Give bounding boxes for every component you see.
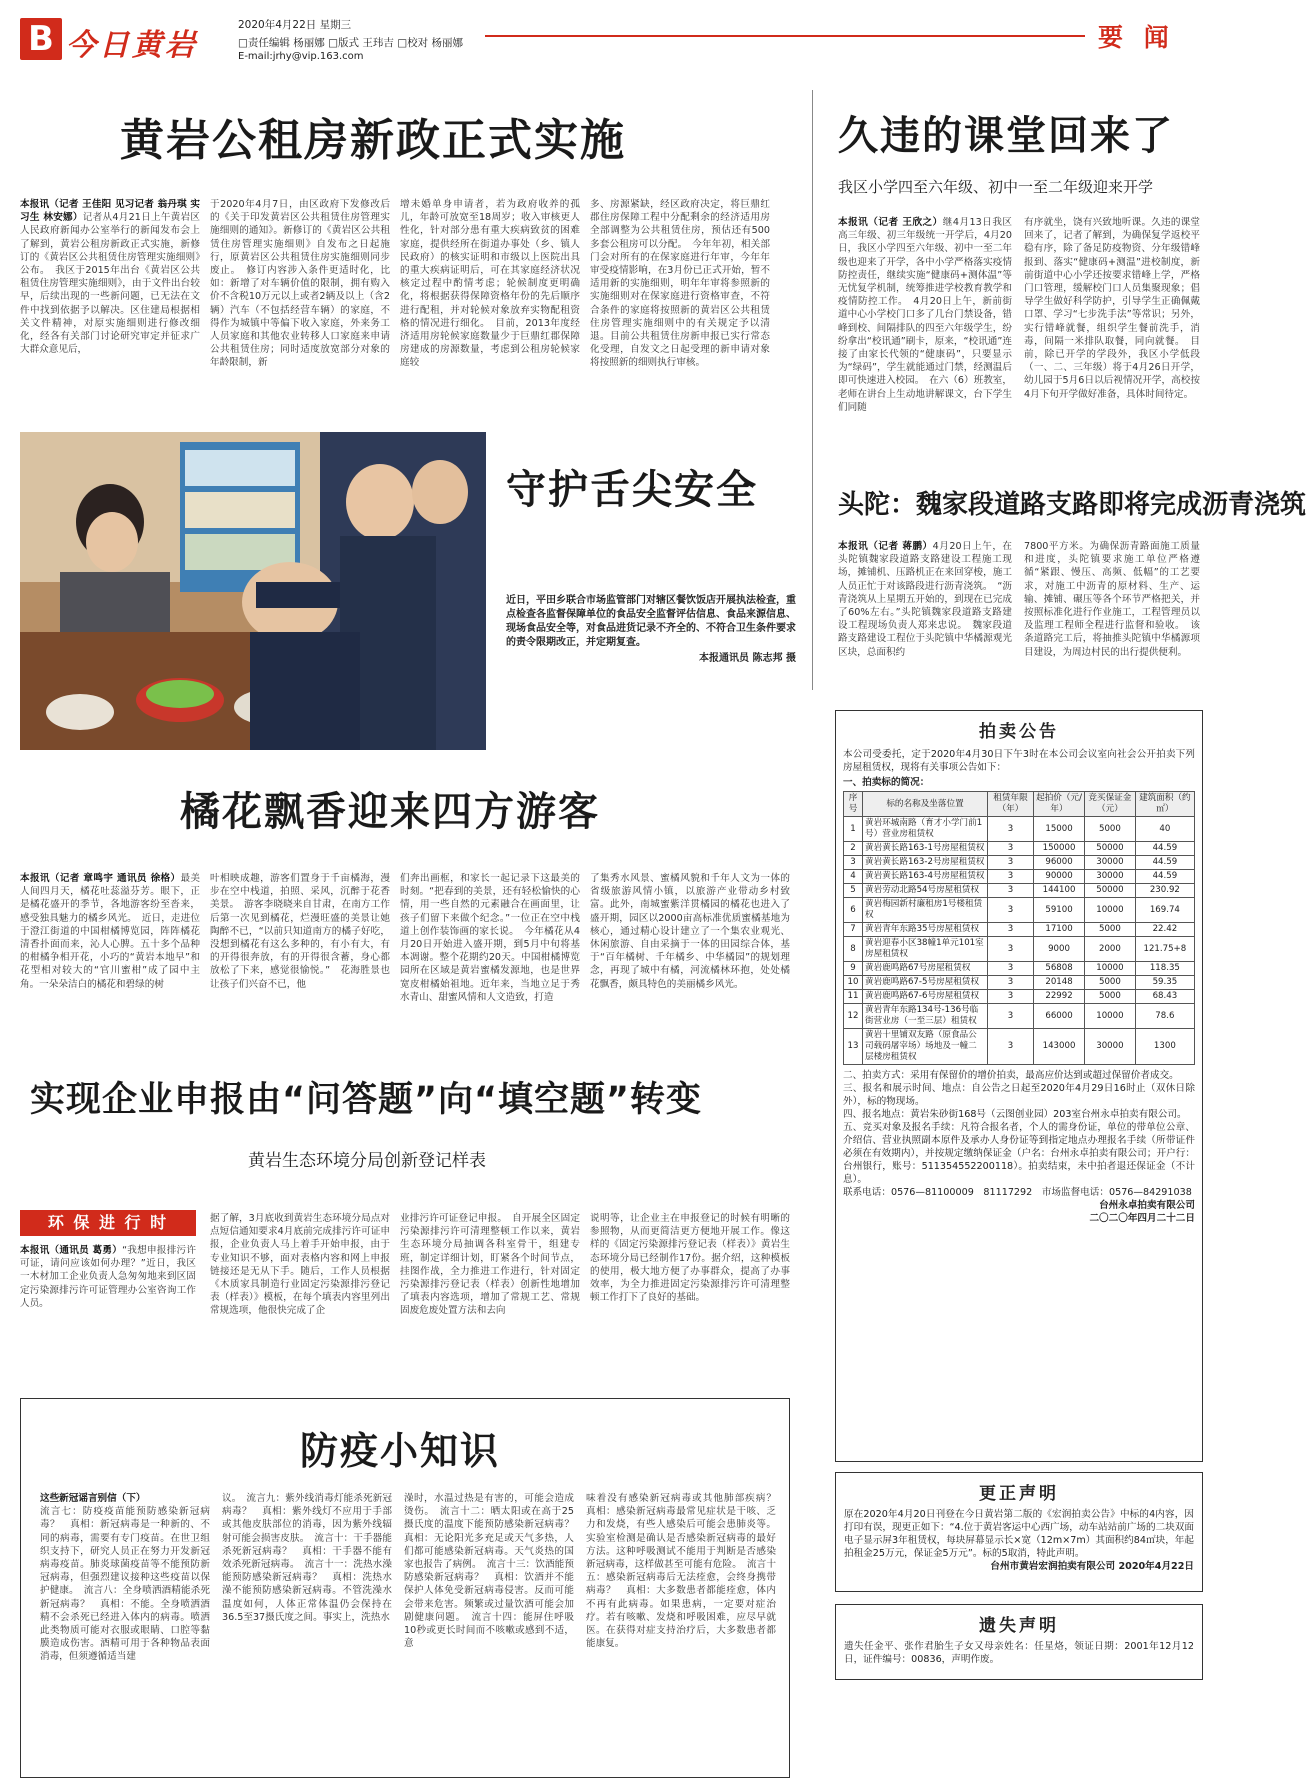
auction-company: 台州永卓拍卖有限公司 — [1099, 1200, 1195, 1211]
row-index: 1 — [844, 817, 863, 842]
row-area: 44.59 — [1135, 870, 1194, 884]
a4-byline: 本报讯（记者 蒋鹏） — [838, 541, 933, 552]
row-term: 3 — [988, 976, 1034, 990]
row-area: 40 — [1135, 817, 1194, 842]
row-index: 10 — [844, 976, 863, 990]
headline-enterprise-declaration: 实现企业申报由“问答题”向“填空题”转变 — [30, 1080, 703, 1120]
auction-section-4: 四、报名地点：黄岩朱砂街168号（云图创业园）203室台州永卓拍卖有限公司。 — [843, 1109, 1187, 1120]
headline-public-rental: 黄岩公租房新政正式实施 — [120, 115, 626, 166]
headline-epidemic-tips: 防疫小知识 — [300, 1429, 501, 1473]
row-start-price: 20148 — [1033, 976, 1084, 990]
a2-byline: 本报讯（记者 王欣之） — [838, 217, 943, 228]
headline-food-safety: 守护舌尖安全 — [506, 467, 758, 513]
row-start-price: 15000 — [1033, 817, 1084, 842]
auction-table-header — [844, 792, 1195, 817]
row-index: 2 — [844, 842, 863, 856]
lost-notice-box — [835, 1604, 1203, 1680]
a5-column-2: 叶相映成趣，游客们置身于千亩橘海，漫步在空中栈道，拍照、采风，沉醉于花香美景。 游客李晓晓来自甘肃，在南方工作后第一次见到橘花，烂漫旺盛的美景让她陶醉不已，“以前只知道南方的橘子好吃，没想到橘花有这么多种的，有小有大，有的开得很奔放，有的开得很含蓄，身心都放松了下来，感觉很愉悦。” 花海胜景也让孩子们兴奋不已，他 — [210, 873, 390, 990]
row-index: 4 — [844, 870, 863, 884]
row-index: 7 — [844, 923, 863, 937]
auction-table — [843, 791, 1195, 1065]
auction-table-row — [844, 870, 1195, 884]
row-name: 黄岩十里铺双友路（原食品公司载码屠宰场）场地及一幢二层楼房租赁权 — [863, 1029, 988, 1065]
correction-title: 更正声明 — [979, 1484, 1059, 1504]
header-deposit: 竞买保证金（元） — [1085, 792, 1136, 817]
auction-table-row — [844, 962, 1195, 976]
row-name: 黄岩鹿鸣路67号房屋租赁权 — [863, 962, 988, 976]
a7-column-2: 议。 流言九：紫外线消毒灯能杀死新冠病毒？ 真相：紫外线灯不应用于手部或其他皮肤部位的消毒，因为紫外线辐射可能会损害皮肤。 流言十：干手器能杀死新冠病毒？ 真相：干手器不能有效杀死新冠病毒。 流言十一：洗热水澡能预防感染新冠病毒？ 真相：洗热水澡不能预防感染新冠病毒。不管洗澡水温度如何，人体正常体温仍会保持在36.5至37摄氏度之间。事实上，洗热水 — [222, 1493, 392, 1623]
row-area: 118.35 — [1135, 962, 1194, 976]
auction-notice-box — [835, 710, 1203, 1462]
auction-date: 二〇二〇年四月二十二日 — [1089, 1213, 1195, 1224]
row-term: 3 — [988, 990, 1034, 1004]
auction-table-row — [844, 923, 1195, 937]
row-deposit: 5000 — [1085, 923, 1136, 937]
section-letter-badge: B — [20, 18, 62, 60]
row-area: 22.42 — [1135, 923, 1194, 937]
auction-table-row — [844, 990, 1195, 1004]
staff-line: □责任编辑 杨丽娜 □版式 王玮吉 □校对 杨丽娜 — [238, 37, 463, 49]
auction-title: 拍卖公告 — [979, 722, 1059, 742]
row-name: 黄岩迎春小区38幢1单元101室房屋租赁权 — [863, 937, 988, 962]
row-start-price: 150000 — [1033, 842, 1084, 856]
row-start-price: 22992 — [1033, 990, 1084, 1004]
a6-column-4: 说明等，让企业主在申报登记的时候有明晰的参照物，从而更简洁更方便地开展工作。像这样的《固定污染源排污登记表（样表）》黄岩生态环境分局已经制作17份。据介绍，这种模板的使用，极大地方便了办事群众，提高了办事效率，为全力推进固定污染源排污许可清理整顿工作打下了良好的基础。 — [590, 1213, 790, 1304]
auction-table-row — [844, 817, 1195, 842]
row-index: 11 — [844, 990, 863, 1004]
auction-table-row — [844, 976, 1195, 990]
row-area: 44.59 — [1135, 856, 1194, 870]
headline-orange-blossom: 橘花飘香迎来四方游客 — [180, 789, 600, 835]
row-term: 3 — [988, 817, 1034, 842]
auction-section-5: 五、竞买对象及报名手续：凡符合报名者，个人的需身份证，单位的带单位公章、介绍信、营业执照副本原件及承办人身份证等到指定地点办理报名手续（所带证件必须在有效期内），并按规定缴纳保证金（户名：台州永卓拍卖有限公司；开户行：台州银行，账号：511354552200118）。拍卖结束，未中拍者退还保证金（不计息）。 — [843, 1122, 1195, 1185]
row-deposit: 5000 — [1085, 817, 1136, 842]
row-deposit: 10000 — [1085, 962, 1136, 976]
row-term: 3 — [988, 923, 1034, 937]
row-deposit: 30000 — [1085, 856, 1136, 870]
photo-caption: 近日，平田乡联合市场监管部门对辖区餐饮饭店开展执法检查，重点检查各监督保障单位的食品安全监督评估信息、食品来源信息、现场食品安全等，对食品进货记录不齐全的、不符合卫生条件要求的责令限期改正，并定期复查。 本报通讯员 陈志邦 摄 — [506, 595, 796, 664]
row-area: 121.75+8 — [1135, 937, 1194, 962]
headline-classroom-back: 久违的课堂回来了 — [838, 113, 1174, 159]
row-name: 黄岩青年东路134号-136号临街营业房（一至三层）租赁权 — [863, 1004, 988, 1029]
auction-table-row — [844, 856, 1195, 870]
row-area: 68.43 — [1135, 990, 1194, 1004]
section-title: 要 闻 — [1098, 23, 1175, 52]
correction-notice-box — [835, 1472, 1203, 1592]
photo-credit: 本报通讯员 陈志邦 摄 — [699, 653, 796, 664]
auction-contact: 联系电话：0576—81100009 81117292 市场监督电话：0576—84291038 — [843, 1187, 1192, 1198]
a2-subtitle: 我区小学四至六年级、初中一至二年级迎来开学 — [838, 178, 1154, 196]
row-term: 3 — [988, 898, 1034, 923]
auction-intro: 本公司受委托，定于2020年4月30日下午3时在本公司会议室向社会公开拍卖下列房屋租赁权，现将有关事项公告如下： — [843, 749, 1195, 773]
row-term: 3 — [988, 937, 1034, 962]
date-line: 2020年4月22日 星期三 — [238, 19, 352, 31]
row-area: 230.92 — [1135, 884, 1194, 898]
row-name: 黄岩黄长路163-4号房屋租赁权 — [863, 870, 988, 884]
row-start-price: 59100 — [1033, 898, 1084, 923]
row-deposit: 2000 — [1085, 937, 1136, 962]
a7-column-3: 澡时，水温过热是有害的，可能会造成烫伤。 流言十二：晒太阳或在高于25摄氏度的温度下能预防感染新冠病毒？ 真相：无论阳光多充足或天气多热，人们都可能感染新冠病毒。天气炎热的国家也报告了病例。 流言十三：饮酒能预防感染新冠病毒？ 真相：饮酒并不能保护人体免受新冠病毒侵害。反而可能会带来危害。频繁或过量饮酒可能会加剧健康问题。 流言十四：能屏住呼吸10秒或更长时间而不咳嗽或感到不适，意 — [404, 1493, 584, 1650]
header-area: 建筑面积（约㎡） — [1135, 792, 1194, 817]
a1-byline: 本报讯（记者 王佳阳 见习记者 翁丹琪 实习生 林安娜） — [20, 199, 200, 224]
a7-column-4: 味着没有感染新冠病毒或其他肺部疾病？ 真相：感染新冠病毒最常见症状是干咳、乏力和发烧，有些人感染后可能会患肺炎等。实验室检测是确认是否感染新冠病毒的最好方法。这种呼吸测试不能用于判断是否感染新冠病毒，这样做甚至可能有危险。 流言十五：感染新冠病毒后无法痊愈，会终身携带病毒？ 真相：大多数患者都能痊愈，体内不再有此病毒。如果患病，一定要对症治疗。若有咳嗽、发烧和呼吸困难，应尽早就医。在获得对症支持治疗后，大多数患者都能康复。 — [586, 1493, 786, 1650]
row-index: 3 — [844, 856, 863, 870]
row-index: 5 — [844, 884, 863, 898]
row-index: 8 — [844, 937, 863, 962]
row-index: 9 — [844, 962, 863, 976]
a4-column-2: 7800平方米。为确保沥青路面施工质量和进度，头陀镇要求施工单位严格遵循“紧跟、慢压、高频、低幅”的工艺要求，对施工中沥青的原材料、生产、运输、摊铺、碾压等各个环节严格把关，并按照标准化进行作业施工，工程管理员以及监理工程师全程进行监督和验收。 该条道路完工后，将抽推头陀镇中华橘源项目建设，为周边村民的出行提供便利。 — [1024, 541, 1200, 658]
a1-column-2: 于2020年4月7日，由区政府下发修改后的《关于印发黄岩区公共租赁住房管理实施细则的通知》。新修订的《黄岩区公共租赁住房管理实施细则》自发布之日起施行，原黄岩区公共租赁住房实施细则同步废止。 修订内容涉入条件更适时化，比如：新增了对车辆价值的限制，拥有购入价不含税10万元以上或者2辆及以上（含2辆）汽车（不包括经营车辆）的家庭，不得作为城镇中等偏下收入家庭，外来务工人员家庭和其他农业转移人口家庭来申请公共租赁住房；同时适度放宽部分对象的年龄限制，新 — [210, 199, 390, 369]
auction-table-row — [844, 842, 1195, 856]
row-deposit: 30000 — [1085, 870, 1136, 884]
a2-column-1: 本报讯（记者 王欣之）继4月13日我区高三年级、初三年级统一开学后，4月20日，我区小学四至六年级、初中一至二年级也迎来了开学，各中小学严格落实疫情防控责任，继续实施“健康码+测体温”等无忧复学机制，统筹推进学校教育教学和疫情防控工作。 4月20日上午，新前街道中心小学校门口多了几台门禁设备，错峰到校、间隔排队的四至六年级学生，纷纷拿出“校讯通”刷卡，原来，“校讯通”连接了由家长代领的“健康码”，只要显示为“绿码”，学生就能通过门禁，经测温后即可快速进入校园。 在六（6）班教室，老师在讲台上生动地讲解课文，台下学生们同随 — [838, 217, 1013, 413]
masthead-rule — [485, 35, 1085, 37]
row-term: 3 — [988, 856, 1034, 870]
a5-column-4: 了集秀水风景、蜜橘风貌和千年人文为一体的省级旅游风情小镇，以旅游产业带动乡村致富。此外，南城蜜紫洋贯橘园的橘花也进入了盛开期，园区以2000亩高标准优质蜜橘基地为核心，通过精心设计建立了一个集农业观光、休闲旅游、自由采摘于一体的田园综合体，基于“百年橘树、千年橘乡、中华橘园”的规划理念，再现了城中有橘，河流橘林环抱，处处橘花飘香，颇具特色的美丽橘乡风光。 — [590, 873, 790, 990]
row-deposit: 10000 — [1085, 1004, 1136, 1029]
a5-byline: 本报讯（记者 章鸣宇 通讯员 徐格） — [20, 873, 181, 884]
row-name: 黄岩梅园新村廉租房1号楼租赁权 — [863, 898, 988, 923]
row-start-price: 66000 — [1033, 1004, 1084, 1029]
correction-body: 原在2020年4月20日刊登在今日黄岩第二版的《宏润拍卖公告》中标的4内容，因打印有误，现更正如下：“4.位于黄岩客运中心西广场，动车站站前广场的二块双面电子显示屏3年租赁权，每块屏幕显示长×宽（12m×7m）其面积约84㎡块，年起拍租金25万元，保证金5万元”。标的5取消，特此声明。 — [844, 1509, 1194, 1559]
paper-name-logo: 今日黄岩 — [66, 28, 198, 63]
row-deposit: 5000 — [1085, 990, 1136, 1004]
header-index: 序号 — [844, 792, 863, 817]
row-index: 13 — [844, 1029, 863, 1065]
a4-column-1: 本报讯（记者 蒋鹏）4月20日上午，在头陀镇魏家段道路支路建设工程施工现场，摊铺机、压路机正在来回穿梭，施工人员正忙于对该路段进行沥青浇筑。 “沥青浇筑从上星期五开始的，到现在已完成了60%左右。”头陀镇魏家段道路支路建设工程现场负责人郑来忠说。 魏家段道路支路建设工程位于头陀镇中华橘源观光区块，总面积约 — [838, 541, 1013, 658]
row-area: 59.35 — [1135, 976, 1194, 990]
a5-column-1: 本报讯（记者 章鸣宇 通讯员 徐格）最美人间四月天，橘花吐蕊溢芬芳。眼下，正是橘花盛开的季节，各地游客纷至沓来，感受独具魅力的橘乡风光。 近日，走进位于澄江街道的中国柑橘博览园，阵阵橘花清香扑面而来，沁人心脾。五十多个品种的柑橘争相开花，小巧的“黄岩本地早”和花型相对较大的“官川蜜柑”成了园中主角。一朵朵洁白的橘花和碧绿的树 — [20, 873, 201, 990]
a2-column-2: 有序就坐，饶有兴致地听课。久违的课堂回来了，记者了解到，为确保复学返校平稳有序，除了备足防疫物资、分年级错峰报到、落实“健康码+测温”进校制度，新前街道中心小学还按要求错峰上学，严格门口管理，缓解校门口人员集聚现象；倡导学生做好科学防护，引导学生正确佩戴口罩、学习“七步洗手法”等常识；另外，实行错峰就餐，组织学生餐前洗手，消毒，间隔一米排队取餐，同向就餐。 目前，除已开学的学段外，我区小学低段（一、二、三年级）将于4月26日开学，幼儿园于5月6日以后视情况开学，高校按4月下旬开学做好准备，具体时间待定。 — [1024, 217, 1200, 400]
row-deposit: 5000 — [1085, 976, 1136, 990]
a1-column-4: 多、房源紧缺，经区政府决定，将巨鼎红郡住房保障工程中分配剩余的经济适用房全部调整为公共租赁住房，预估还有500多套公租房可以分配。 今年年初，相关部门会对所有的在保家庭进行年审，今年年审受疫情影响，在3月份已正式开始，暂不适用新的实施细则，明年年审将参照新的实施细则对在保家庭进行资格审查，不符合条件的家庭将按照新的黄岩区公共租赁住房管理实施细则中的有关规定予以清退。目前公共租赁住房新申报已实行常态化受理，自发文之日起受理的新申请对象将按照新的细则执行审核。 — [590, 199, 770, 369]
row-name: 黄岩环城南路（育才小学门前1号）营业房租赁权 — [863, 817, 988, 842]
row-start-price: 96000 — [1033, 856, 1084, 870]
a6-column-1: 本报讯（通讯员 葛勇）“我想申报排污许可证，请问应该如何办理？”近日，我区一木材加工企业负责人急匆匆地来到区固定污染源排污许可证管理办公室咨询工作人员。 — [20, 1245, 196, 1309]
auction-section-2: 二、拍卖方式：采用有保留价的增价拍卖，最高应价达到或超过保留价者成交。 — [843, 1070, 1179, 1081]
a7-subhead: 这些新冠谣言别信（下） — [40, 1493, 146, 1504]
row-name: 黄岩劳动北路54号房屋租赁权 — [863, 884, 988, 898]
a6-byline: 本报讯（通讯员 葛勇） — [20, 1245, 123, 1256]
row-area: 78.6 — [1135, 1004, 1194, 1029]
auction-table-row — [844, 937, 1195, 962]
row-deposit: 30000 — [1085, 1029, 1136, 1065]
a6-column-3: 业排污许可证登记申报。 自开展全区固定污染源排污许可清理整顿工作以来，黄岩生态环境分局抽调各科室骨干，组建专班，制定详细计划，盯紧各个时间节点，挂图作战，全力推进工作进行，针对固定污染源排污登记表（样表）创新性地增加了填表内容选项，增加了常规工艺、常规固废危废处置方法和去向 — [400, 1213, 580, 1317]
a7-column-1: 这些新冠谣言别信（下） 流言七：防疫疫苗能预防感染新冠病毒？ 真相：新冠病毒是一种新的、不同的病毒，需要有专门疫苗。在世卫组织支持下，研究人员正在努力开发新冠病毒疫苗。肺炎球菌疫苗等不能预防新冠病毒，但强烈建议接种这些疫苗以保护健康。 流言八：全身喷洒酒精能杀死新冠病毒？ 真相：不能。全身喷洒酒精不会杀死已经进入体内的病毒。喷洒此类物质可能对衣服或眼睛、口腔等黏膜造成伤害。酒精可用于各种物品表面消毒，但须遵循适当建 — [40, 1493, 210, 1663]
row-area: 169.74 — [1135, 898, 1194, 923]
row-term: 3 — [988, 842, 1034, 856]
row-term: 3 — [988, 1004, 1034, 1029]
row-index: 6 — [844, 898, 863, 923]
vertical-divider — [812, 90, 813, 690]
row-start-price: 144100 — [1033, 884, 1084, 898]
auction-table-row — [844, 884, 1195, 898]
auction-table-row — [844, 1029, 1195, 1065]
header-term: 租赁年限（年） — [988, 792, 1034, 817]
correction-signature: 台州市黄岩宏润拍卖有限公司 2020年4月22日 — [990, 1561, 1194, 1572]
a6-column-2: 据了解，3月底收到黄岩生态环境分局点对点短信通知要求4月底前完成排污许可证申报，企业负责人马上着手开始申报，由于专业知识不够，面对表格内容和网上申报链接还是无从下手。随后，工作人员根据《木质家具制造行业固定污染源排污登记表（样表）》模板，在每个填表内容里列出常规选项，他很快完成了企 — [210, 1213, 390, 1317]
row-term: 3 — [988, 962, 1034, 976]
row-start-price: 143000 — [1033, 1029, 1084, 1065]
auction-table-row — [844, 898, 1195, 923]
row-deposit: 10000 — [1085, 898, 1136, 923]
row-name: 黄岩青年东路35号房屋租赁权 — [863, 923, 988, 937]
row-term: 3 — [988, 1029, 1034, 1065]
a1-column-3: 增未婚单身申请者，若为政府收养的孤儿，年龄可放宽至18周岁；收入审核更人性化，针对部分患有重大疾病致贫的困难家庭，提供经所在街道办事处（乡、镇人民政府）的核实证明和市级以上医院出具的重大疾病证明后，可在其家庭经济状况核定过程中酌情考虑；轮候制度更明确化，将根据获得保障资格年份的先后顺序进行配租，并对轮候对象放弃实物配租资格的情况进行细化。 目前，2013年度经济适用房轮候家庭数量少于巨鼎红郡保障房建成的房源数量，考虑到公租房轮候家庭较 — [400, 199, 580, 369]
row-name: 黄岩鹿鸣路67-5号房屋租赁权 — [863, 976, 988, 990]
auction-section-1: 一、拍卖标的简况： — [843, 777, 930, 788]
headline-toutuo-road: 头陀：魏家段道路支路即将完成沥青浇筑 — [838, 490, 1306, 520]
auction-section-3: 三、报名和展示时间、地点：自公告之日起至2020年4月29日16时止（双休日除外），标的物现场。 — [843, 1083, 1195, 1107]
a5-column-3: 们奔出画框，和家长一起记录下这最美的时刻。“把春到的美景，还有轻松愉快的心情，用一些自然的元素融合在画面里，让孩子们留下来做个纪念。”一位正在空中栈道上创作装饰画的家长说。 今年橘花从4月20日开始进入盛开期，到5月中旬将基本凋谢。整个花期约20天。中国柑橘博览园所在区域是黄岩蜜橘发源地，也是世界宽皮柑橘始祖地。近年来，当地立足于秀水青山、甜蜜风情和人文造致，打造 — [400, 873, 580, 1003]
row-start-price: 56808 — [1033, 962, 1084, 976]
lost-body: 遗失任金平、张作君胎生子女又母亲姓名：任星烙，领证日期：2001年12月12日，证件编号：00836，声明作废。 — [844, 1641, 1194, 1665]
row-term: 3 — [988, 870, 1034, 884]
row-area: 1300 — [1135, 1029, 1194, 1065]
column-tag-env: 环 保 进 行 时 — [20, 1210, 196, 1236]
row-start-price: 9000 — [1033, 937, 1084, 962]
lost-title: 遗失声明 — [979, 1616, 1059, 1636]
food-safety-photo — [20, 432, 486, 750]
header-name: 标的名称及坐落位置 — [863, 792, 988, 817]
row-name: 黄岩黄长路163-1号房屋租赁权 — [863, 842, 988, 856]
header-start-price: 起拍价（元/年） — [1033, 792, 1084, 817]
row-area: 44.59 — [1135, 842, 1194, 856]
row-name: 黄岩鹿鸣路67-6号房屋租赁权 — [863, 990, 988, 1004]
row-name: 黄岩黄长路163-2号房屋租赁权 — [863, 856, 988, 870]
row-term: 3 — [988, 884, 1034, 898]
row-start-price: 17100 — [1033, 923, 1084, 937]
inspection-scene-illustration — [20, 432, 486, 750]
auction-table-row — [844, 1004, 1195, 1029]
email-line: E-mail:jrhy@vip.163.com — [238, 51, 364, 62]
masthead — [0, 0, 1222, 70]
row-deposit: 50000 — [1085, 842, 1136, 856]
a6-subtitle: 黄岩生态环境分局创新登记样表 — [248, 1151, 486, 1171]
a1-column-1: 本报讯（记者 王佳阳 见习记者 翁丹琪 实习生 林安娜）记者从4月21日上午黄岩区人民政府新闻办公室举行的新闻发布会上了解到，黄岩公租房新政正式实施，新修订的《黄岩区公共租赁住房管理实施细则》公布。 我区于2015年出台《黄岩区公共租赁住房管理实施细则》，由于文件出台较早，后续出现的一些新问题，已无法在文件中找到依据予以解决。区住建局根据相关文件精神，对原实施细则进行修改细化，经各有关部门讨论研究审定并征求广大群众意见后， — [20, 199, 201, 356]
row-start-price: 90000 — [1033, 870, 1084, 884]
row-index: 12 — [844, 1004, 863, 1029]
row-deposit: 50000 — [1085, 884, 1136, 898]
